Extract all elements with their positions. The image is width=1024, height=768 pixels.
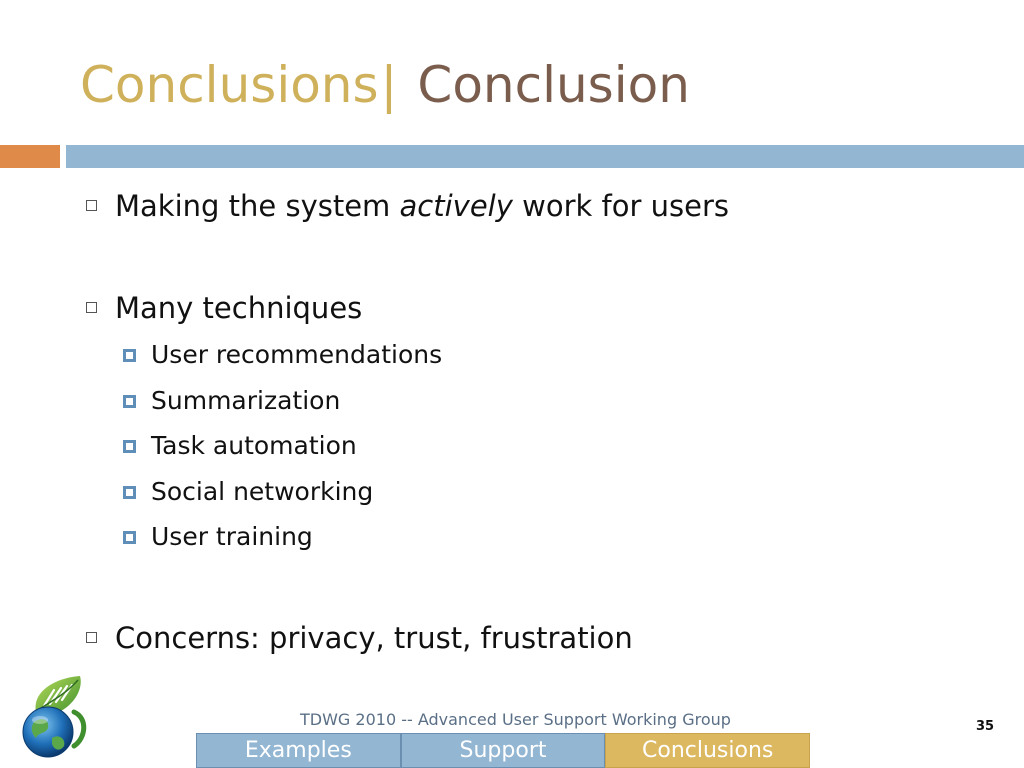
sub-bullet-text: Summarization: [151, 386, 341, 415]
nav-tab-support[interactable]: Support: [401, 733, 606, 768]
bullet-text-after: work for users: [512, 189, 729, 223]
title-separator: |: [380, 56, 398, 114]
hollow-square-bullet-icon: [86, 632, 97, 643]
section-nav: [196, 733, 810, 768]
nav-tab-conclusions[interactable]: Conclusions: [605, 733, 810, 768]
page-number: 35: [976, 719, 995, 734]
filled-square-bullet-icon: [123, 349, 136, 362]
footer-text: TDWG 2010 -- Advanced User Support Working Group: [300, 710, 731, 729]
filled-square-bullet-icon: [123, 531, 136, 544]
filled-square-bullet-icon: [123, 395, 136, 408]
bullet-text: Concerns: privacy, trust, frustration: [115, 621, 633, 655]
hollow-square-bullet-icon: [86, 302, 97, 313]
filled-square-bullet-icon: [123, 440, 136, 453]
filled-square-bullet-icon: [123, 486, 136, 499]
hollow-square-bullet-icon: [86, 200, 97, 211]
sub-bullet-text: User recommendations: [151, 340, 443, 369]
title-section: Conclusions: [80, 56, 379, 114]
sub-bullet-text: User training: [151, 522, 313, 551]
sub-bullet-text: Social networking: [151, 477, 374, 506]
bullet-text: Many techniques: [115, 291, 363, 325]
title-main: Conclusion: [417, 56, 690, 114]
bullet-text-before: Making the system: [115, 189, 400, 223]
globe-leaf-logo-icon: [14, 672, 90, 760]
sub-bullet-text: Task automation: [151, 431, 357, 460]
nav-tab-examples[interactable]: Examples: [196, 733, 401, 768]
bullet-text: [115, 188, 729, 224]
bullet-text-emphasis: actively: [399, 189, 513, 223]
